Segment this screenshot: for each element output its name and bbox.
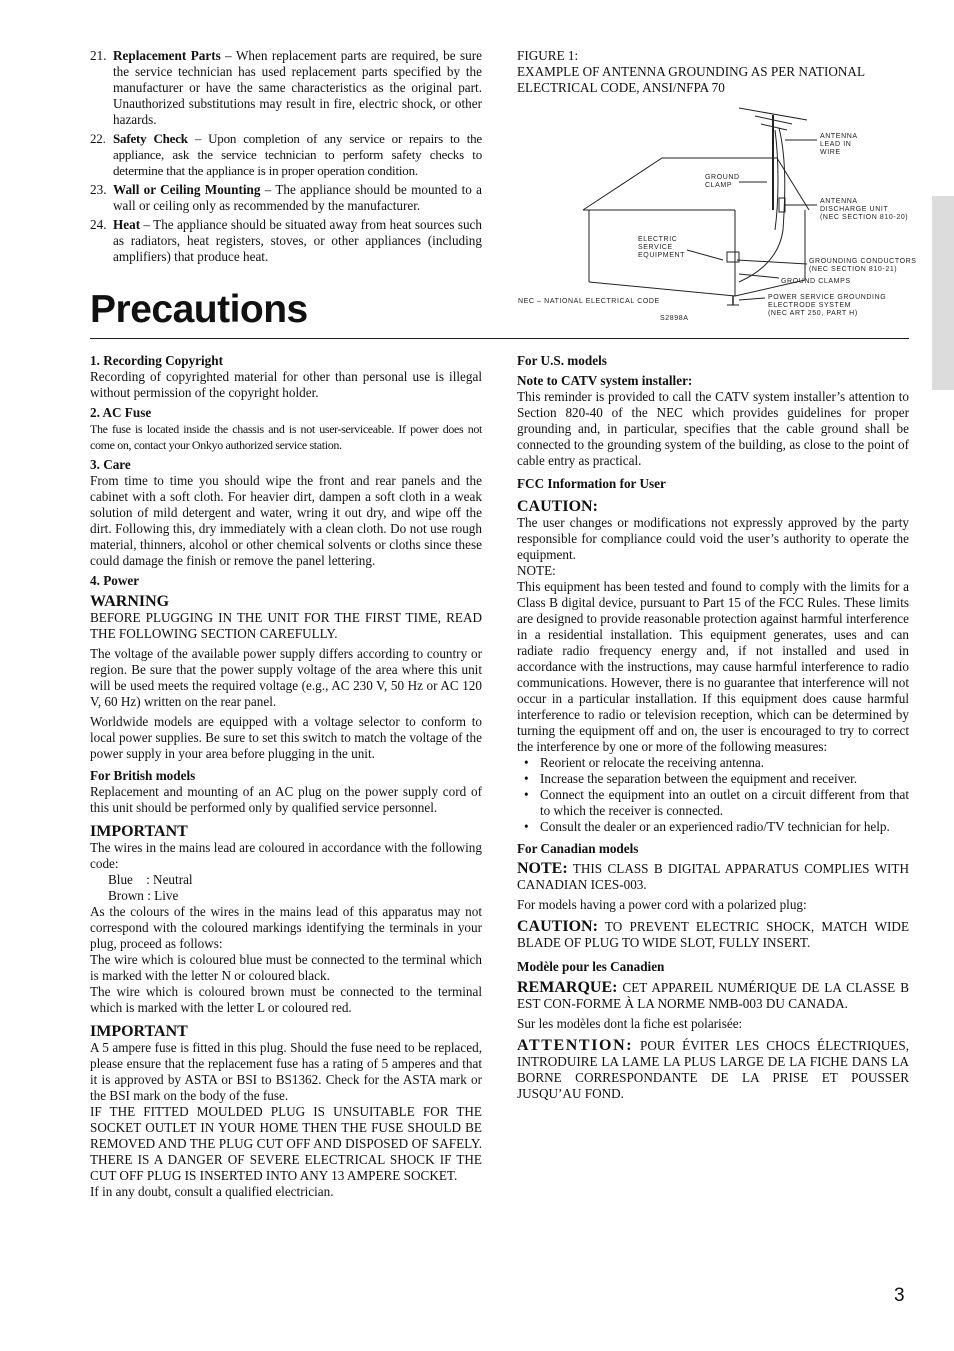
left-column	[90, 353, 482, 1200]
blue-wire-text: The wire which is coloured blue must be connected to the terminal which is marked with the letter N or coloured black.	[90, 952, 482, 983]
leader-line	[739, 298, 765, 300]
figure-label: FIGURE 1:	[517, 48, 579, 63]
label-discharge-unit: ANTENNA DISCHARGE UNIT (NEC SECTION 810-20)	[820, 198, 909, 221]
section-heading: 2. AC Fuse	[90, 405, 152, 420]
item-title: Replacement Parts	[113, 48, 221, 63]
item-title: Safety Check	[113, 131, 188, 146]
moulded-plug-warning: IF THE FITTED MOULDED PLUG IS UNSUITABLE FOR THE SOCKET OUTLET IN YOUR HOME THEN THE FUSE SHOULD BE REMOVED AND THE PLUG CUT OFF AND DISPOSED OF SAFELY. THERE IS A DANGER OF SEVERE ELECTRICAL SHOCK IF THE CUT OFF PLUG IS INSERTED INTO ANY 13 AMPERE SOCKET.	[90, 1104, 482, 1183]
label-nec: NEC – NATIONAL ELECTRICAL CODE	[518, 298, 660, 305]
caution-text: The user changes or modifications not expressly approved by the party responsible for compliance could void the user’s authority to operate the equipment.	[517, 515, 909, 562]
important-heading: IMPORTANT	[90, 823, 188, 840]
warning-text: BEFORE PLUGGING IN THE UNIT FOR THE FIRST TIME, READ THE FOLLOWING SECTION CAREFULLY.	[90, 610, 482, 641]
note-paragraph	[517, 861, 909, 893]
item-text: – When replacement parts are required, be sure the service technician has used replacement parts specified by the manufacturer or have the same characteristics as the original part. Unauthorized substitutions may result in fire, electric shock, or other hazards.	[113, 48, 482, 127]
figure-caption	[517, 48, 917, 96]
figure-code: S2898A	[660, 315, 689, 322]
fcc-text: This equipment has been tested and found to comply with the limits for a Class B digital device, pursuant to Part 15 of the FCC Rules. These limits are designed to provide reasonable protection against harmful interference in a residential installation. This equipment generates, uses and can radiate radio frequency energy and, if not installed and used in accordance with the instructions, may cause harmful interference to radio communications. However, there is no guarantee that interference will not occur in a particular installation. If this equipment does cause harmful interference to radio or television reception, which can be determined by turning the equipment off and on, the user is encouraged to try to correct the interference by one or more of the following measures:	[517, 579, 909, 754]
house-roof	[583, 158, 809, 210]
polarized-text: For models having a power cord with a polarized plug:	[517, 897, 807, 912]
side-tab-marker	[932, 196, 954, 390]
british-heading: For British models	[90, 768, 196, 783]
diagram-svg	[517, 100, 927, 330]
list-item	[90, 217, 482, 265]
label-electric-service: ELECTRIC SERVICE EQUIPMENT	[638, 236, 686, 259]
caution-heading: CAUTION:	[517, 498, 598, 515]
lead-in-wire-2	[775, 130, 778, 230]
caution2-head: CAUTION:	[517, 918, 598, 935]
label-ground-clamp: GROUND CLAMP	[705, 174, 740, 189]
sur-text: Sur les modèles dont la fiche est polarisée:	[517, 1016, 743, 1031]
attention-text: POUR ÉVITER LES CHOCS ÉLECTRIQUES, INTRODUIRE LA LAME LA PLUS LARGE DE LA FICHE DANS LA BORNE CORRESPONDANTE DE LA PRISE ET POUSSER JUSQU’AU FOND.	[517, 1038, 909, 1101]
section-text: The fuse is located inside the chassis and is not user-serviceable. If power does not come on, contact your Onkyo authorized service station.	[90, 422, 482, 452]
item-text: – Upon completion of any service or repairs to the appliance, ask the service technician to perform safety checks to determine that the appliance is in proper operation condition.	[113, 131, 482, 178]
doubt-text: If in any doubt, consult a qualified electrician.	[90, 1184, 334, 1199]
code-brown: Brown : Live	[108, 888, 179, 903]
note-head: NOTE:	[517, 860, 568, 877]
attention-head: ATTENTION:	[517, 1037, 634, 1054]
leader-line	[737, 260, 807, 264]
figure-caption-text: EXAMPLE OF ANTENNA GROUNDING AS PER NATIONAL ELECTRICAL CODE, ANSI/NFPA 70	[517, 64, 865, 95]
leader-line	[739, 274, 779, 278]
catv-heading: Note to CATV system installer:	[517, 373, 693, 388]
section-heading: 3. Care	[90, 457, 131, 472]
fcc-heading: FCC Information for User	[517, 476, 666, 491]
brown-wire-text: The wire which is coloured brown must be connected to the terminal which is marked with the letter L or coloured red.	[90, 984, 482, 1015]
caution2-text: TO PREVENT ELECTRIC SHOCK, MATCH WIDE BLADE OF PLUG TO WIDE SLOT, FULLY INSERT.	[517, 919, 909, 950]
label-antenna-lead: ANTENNA LEAD IN WIRE	[820, 133, 858, 156]
list-item	[90, 131, 482, 179]
worldwide-text: Worldwide models are equipped with a voltage selector to conform to local power supplies. Be sure to set this switch to match the voltage of the power supply in your area before plugging in the unit.	[90, 714, 482, 761]
code-blue: Blue : Neutral	[108, 872, 193, 887]
british-text: Replacement and mounting of an AC plug on the power supply cord of this unit should be performed only by qualified service personnel.	[90, 784, 482, 815]
item-title: Wall or Ceiling Mounting	[113, 182, 261, 197]
section-text: From time to time you should wipe the front and rear panels and the cabinet with a soft cloth. For heavier dirt, dampen a soft cloth in a weak solution of mild detergent and water, wring it out dry, and wipe off the dirt. Following this, dry immediately with a clean cloth. Do not use rough material, thinners, alcohol or other chemical solvents or cloths since these could damage the finish or remove the panel lettering.	[90, 473, 482, 568]
list-item	[90, 48, 482, 128]
important-heading: IMPORTANT	[90, 1023, 188, 1040]
label-ground-clamps: GROUND CLAMPS	[781, 278, 851, 285]
house-base	[589, 282, 735, 296]
list-item	[90, 182, 482, 214]
canadian-heading: For Canadian models	[517, 841, 639, 856]
leader-line	[687, 250, 723, 260]
item-text: – The appliance should be situated away from heat sources such as radiators, heat registers, stoves, or other appliances (including amplifiers) that produce heat.	[113, 217, 482, 264]
item-number: 22.	[90, 131, 106, 146]
note-text: THIS CLASS B DIGITAL APPARATUS COMPLIES WITH CANADIAN ICES-003.	[517, 861, 909, 892]
page-title: Precautions	[90, 288, 308, 331]
colours-text: As the colours of the wires in the mains lead of this apparatus may not correspond with the coloured markings identifying the terminals in your plug, proceed as follows:	[90, 904, 482, 951]
voltage-text: The voltage of the available power supply differs according to country or region. Be sure that the power supply voltage of the area where this unit will be used meets the required voltage (e.g., AC 230 V, 50 Hz or AC 120 V, 60 Hz) written on the rear panel.	[90, 646, 482, 709]
label-grounding-conductors: GROUNDING CONDUCTORS (NEC SECTION 810-21)	[809, 258, 917, 273]
remarque-head: REMARQUE:	[517, 979, 618, 996]
remarque-text: CET APPAREIL NUMÉRIQUE DE LA CLASSE B EST CON-FORME À LA NORME NMB-003 DU CANADA.	[517, 980, 909, 1011]
fuse-text: A 5 ampere fuse is fitted in this plug. Should the fuse need to be replaced, please ensure that the replacement fuse has a rating of 5 amperes and that it is approved by ASTA or BSI to BS1362. Check for the ASTA mark or the BSI mark on the body of the fuse.	[90, 1040, 482, 1103]
antenna-grounding-diagram	[517, 100, 927, 330]
safety-list-continued	[90, 48, 482, 268]
list-item: • Reorient or relocate the receiving antenna.	[524, 755, 765, 770]
right-column	[517, 353, 909, 1102]
remarque-paragraph	[517, 980, 909, 1012]
section-heading: 4. Power	[90, 573, 140, 588]
title-rule	[90, 338, 909, 339]
item-title: Heat	[113, 217, 141, 232]
lead-in-wire	[739, 128, 785, 282]
modele-heading: Modèle pour les Canadien	[517, 959, 665, 974]
item-number: 24.	[90, 217, 107, 232]
attention-paragraph	[517, 1038, 909, 1102]
item-number: 23.	[90, 182, 107, 197]
list-item: • Increase the separation between the equipment and receiver.	[524, 771, 858, 786]
catv-text: This reminder is provided to call the CATV system installer’s attention to Section 820-40 of the NEC which provides guidelines for proper grounding and, in particular, specifies that the cable ground shall be connected to the grounding system of the building, as close to the point of cable entry as practical.	[517, 389, 909, 468]
item-text: – The appliance should be mounted to a wall or ceiling only as recommended by the manufacturer.	[113, 182, 482, 213]
warning-heading: WARNING	[90, 593, 170, 610]
caution2-paragraph	[517, 919, 909, 951]
list-item: • Connect the equipment into an outlet on a circuit different from that to which the receiver is connected.	[524, 787, 909, 818]
note-label: NOTE:	[517, 563, 556, 578]
important-text: The wires in the mains lead are coloured in accordance with the following code:	[90, 840, 482, 871]
page-number: 3	[894, 1285, 905, 1306]
item-number: 21.	[90, 48, 107, 63]
section-text: Recording of copyrighted material for other than personal use is illegal without permission of the copyright holder.	[90, 369, 482, 400]
section-heading: 1. Recording Copyright	[90, 353, 223, 368]
list-item: • Consult the dealer or an experienced radio/TV technician for help.	[524, 819, 890, 834]
label-power-service: POWER SERVICE GROUNDING ELECTRODE SYSTEM (NEC ART 250, PART H)	[768, 294, 887, 317]
us-heading: For U.S. models	[517, 353, 607, 368]
